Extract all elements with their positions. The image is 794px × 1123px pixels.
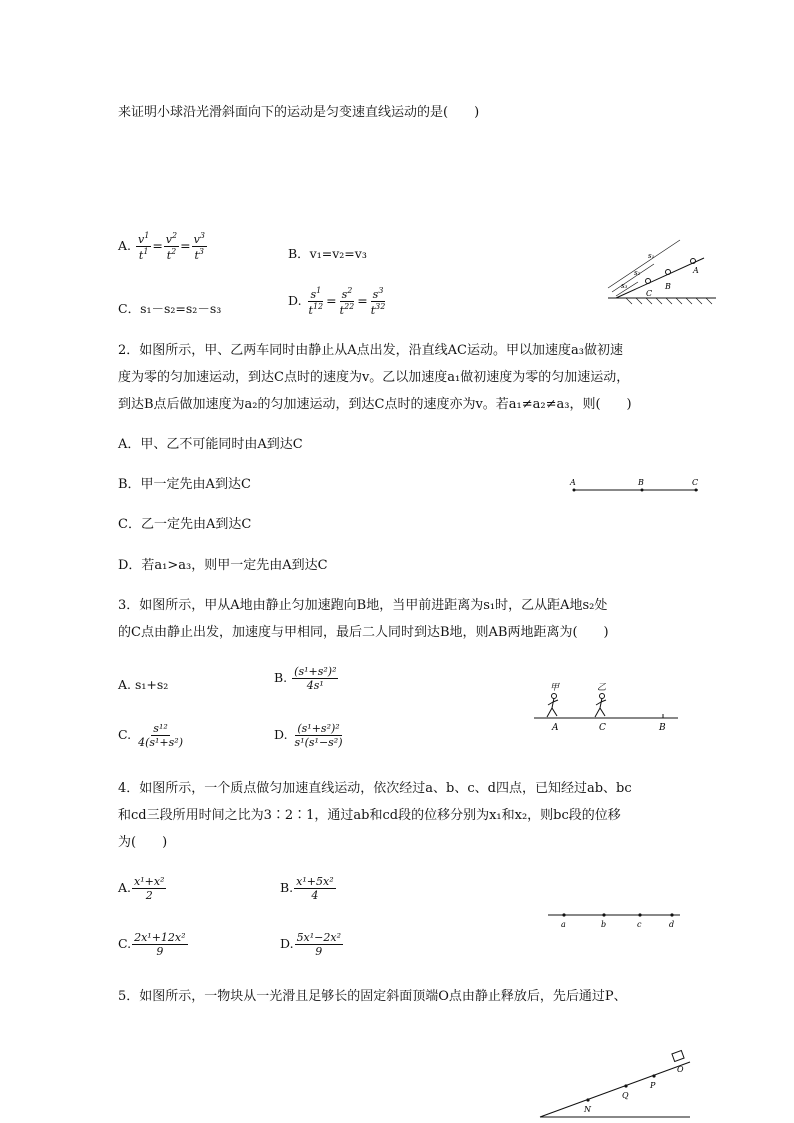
q2-option-d[interactable]: D．若a₁>a₃，则甲一定先由A到达C [118,558,328,573]
q2-stem-line3: 到达B点后做加速度为a₂的匀加速运动，到达C点时的速度亦为v。若a₁≠a₂≠a₃，则( ) [118,397,632,412]
q4-label-d: d [669,920,675,929]
q4-point-a [562,913,565,916]
q4-option-c-label: C. [118,936,132,951]
q3-label-c: C [599,723,606,733]
q1-option-a[interactable]: A. $\frac{v^1}{t^1}$ = $\frac{v^2}{t^2}$ = $\frac{v^3}{t^3}$ [118,231,205,262]
q4-stem-line1: 4．如图所示，一个质点做匀加速直线运动，依次经过a、b、c、d四点，已知经过ab、bc [118,781,632,796]
q4-option-a[interactable] [118,876,167,901]
q2-option-a[interactable]: A．甲、乙不可能同时由A到达C [118,437,303,452]
q3-option-c[interactable] [118,723,186,748]
q5-block-icon [672,1051,684,1062]
q4-d-fraction: $\frac{\text{5x¹−2x²}}{9}$ [296,931,342,958]
q4-option-d-label: D. [280,936,294,951]
q4-point-b [602,913,605,916]
q1-a-frac3: $\frac{v^3}{t^3}$ [193,231,205,262]
q4-label-a: a [561,920,566,929]
q1-option-d[interactable]: D. $\frac{s^1}{t^{12}}$ = $\frac{s^2}{t^{22}}$ = $\frac{s^3}{t^{32}}$ [288,286,386,317]
q1-incline-surface [616,258,704,298]
q4-c-fraction: $\frac{\text{2x¹+12x²}}{9}$ [134,931,186,958]
q1-d-frac1: $\frac{s^1}{t^{12}}$ [308,286,324,317]
q4-points-figure [544,906,684,930]
q1-label-s1: s₁ [648,252,655,260]
q4-label-b: b [601,920,607,929]
q2-point-a [573,489,576,492]
q1-d-frac2: $\frac{s^2}{t^{22}}$ [339,286,355,317]
q4-label-c: c [637,920,642,929]
q2-option-b[interactable]: B．甲一定先由A到达C [118,477,251,492]
q4-stem-line3: 为( ) [118,835,168,850]
q2-stem-line2: 度为零的匀加速运动，到达C点时的速度为v。乙以加速度a₁做初速度为零的匀加速运动， [118,370,630,385]
q3-label-yi: 乙 [597,683,607,693]
q3-label-a: A [552,723,559,733]
q2-label-b: B [638,478,644,487]
q3-option-d-label: D. [274,727,288,742]
q3-option-c-label: C. [118,727,132,742]
q4-point-c [638,913,641,916]
q3-option-b-label: B. [274,670,288,685]
q1-a-frac2: $\frac{v^2}{t^2}$ [165,231,178,262]
q3-runner-yi-icon [595,694,606,718]
q3-option-b[interactable] [274,666,339,691]
q1-incline-figure [596,232,718,308]
q3-runner-jia-icon [547,694,558,718]
q2-point-b [641,489,644,492]
q1-ball-b [666,270,671,275]
q5-label-o: O [677,1065,684,1074]
q1-label-s2: s₂ [634,269,641,277]
q3-c-fraction: $\frac{\text{s¹²}}{\text{4(s¹+s²)}}$ [138,722,183,749]
q4-option-c[interactable] [118,932,189,957]
q2-stem-line1: 2．如图所示，甲、乙两车同时由静止从A点出发，沿直线AC运动。甲以加速度a₃做初速 [118,343,623,358]
q5-incline-figure [536,1046,696,1120]
q1-dim-s1 [608,240,680,288]
q1-ball-c [646,279,651,284]
q4-point-d [670,913,673,916]
q3-option-a[interactable]: A. s₁+s₂ [118,677,169,692]
q2-line-figure [566,474,706,496]
q1-ground-hatch [626,298,712,304]
q2-point-c [695,489,698,492]
q3-label-jia: 甲 [550,683,560,693]
q4-b-fraction: $\frac{\text{x¹+5x²}}{4}$ [296,875,334,902]
q1-label-a: A [693,266,699,275]
q4-option-b-label: B. [280,880,294,895]
q5-point-p [652,1074,655,1077]
q1-label-b: B [665,282,671,291]
q4-stem-line2: 和cd三段所用时间之比为3∶2∶1，通过ab和cd段的位移分别为x₁和x₂，则bc段的位移 [118,808,621,823]
q4-a-fraction: $\frac{\text{x¹+x²}}{2}$ [134,875,165,902]
q1-label-s3: s₃ [621,282,628,290]
q3-stem-line1: 3．如图所示，甲从A地由静止匀加速跑向B地，当甲前进距离为s₁时，乙从距A地s₂处 [118,598,608,613]
q1-option-d-label: D. [288,293,302,308]
q1-intro: 来证明小球沿光滑斜面向下的运动是匀变速直线运动的是( ) [118,105,480,120]
q3-d-fraction: $\frac{\text{(s¹+s²)²}}{\text{s¹(s¹−s²)}}$ [294,722,343,749]
q1-option-a-label: A. [118,238,132,253]
q1-label-c: C [646,289,653,298]
q5-label-q: Q [622,1091,629,1100]
q3-option-d[interactable] [274,723,346,748]
q5-label-n: N [584,1105,591,1114]
q5-label-p: P [650,1081,656,1090]
q2-option-c[interactable]: C．乙一定先由A到达C [118,517,252,532]
q3-b-fraction: $\frac{\text{(s¹+s²)²}}{\text{4s¹}}$ [294,665,337,692]
q1-a-frac1: $\frac{v^1}{t^1}$ [138,231,150,262]
q5-point-n [586,1098,589,1101]
q1-option-b[interactable]: B．v₁=v₂=v₃ [288,246,367,261]
q4-option-d[interactable] [280,932,344,957]
q5-incline-surface [540,1062,690,1117]
q1-dim-s2 [612,264,654,292]
q1-option-c[interactable]: C．s₁－s₂=s₂－s₃ [118,301,222,316]
q1-d-frac3: $\frac{s^3}{t^{32}}$ [370,286,386,317]
q2-label-c: C [692,478,699,487]
q5-point-q [624,1084,627,1087]
q2-label-a: A [570,478,576,487]
q3-label-b: B [659,723,666,733]
q3-stem-line2: 的C点由静止出发，加速度与甲相同，最后二人同时到达B地，则AB两地距离为( ) [118,625,609,640]
q3-runners-figure [532,680,682,734]
q5-stem-line1: 5．如图所示，一物块从一光滑且足够长的固定斜面顶端O点由静止释放后，先后通过P、 [118,989,627,1004]
q4-option-a-label: A. [118,880,132,895]
q4-option-b[interactable] [280,876,337,901]
